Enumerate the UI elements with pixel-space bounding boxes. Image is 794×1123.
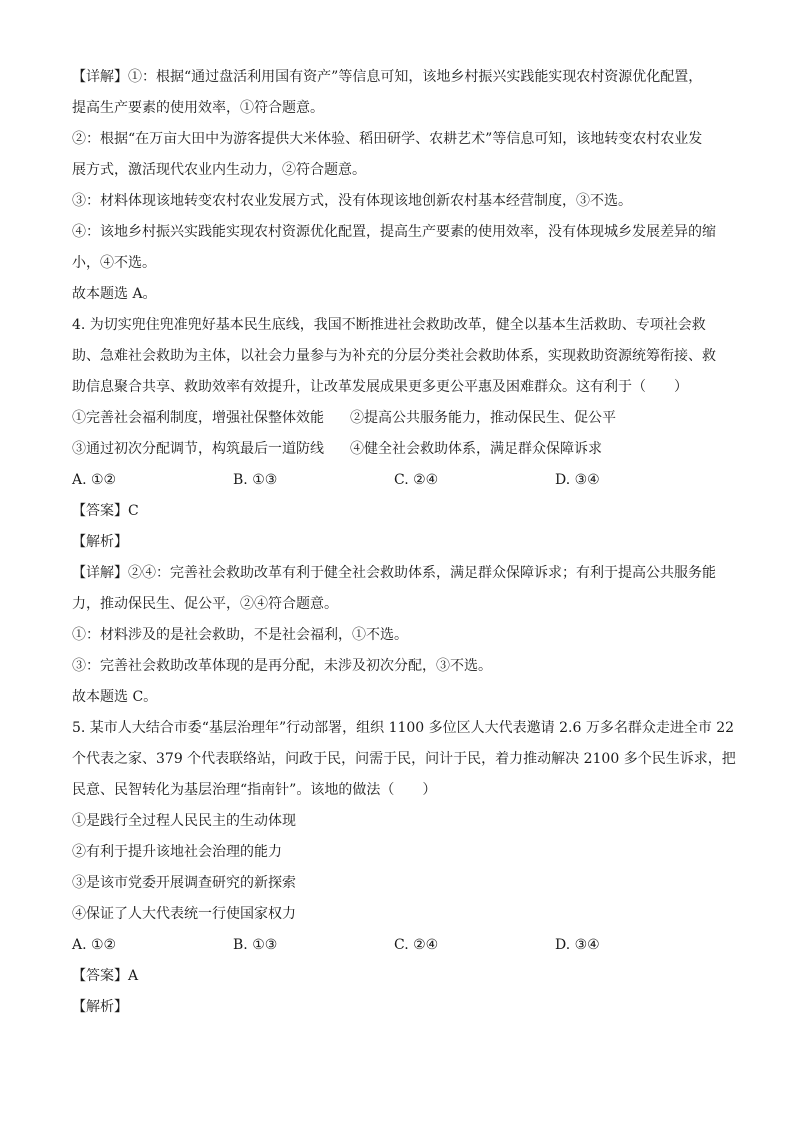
q5-option-c: C. ②④: [394, 937, 439, 953]
q4-detail-line: ③：完善社会救助改革体现的是再分配，未涉及初次分配，③不选。: [72, 658, 492, 674]
q5-stem: 个代表之家、379 个代表联络站，问政于民，问需于民，问计于民，着力推动解决 2100 多个民生诉求，把: [72, 751, 736, 767]
analysis-detail-line: ②：根据“在万亩大田中为游客提供大米体验、稻田研学、农耕艺术”等信息可知，该地转变农村农业发: [72, 131, 703, 147]
q5-stem: 民意、民智转化为基层治理“指南针”。该地的做法（ ）: [72, 782, 437, 798]
q4-option-b: B. ①③: [233, 472, 278, 488]
q5-analysis-heading: 【解析】: [72, 999, 128, 1015]
q4-options: [72, 465, 722, 496]
q4-items-row-2: [72, 434, 722, 465]
q4-item-3: ③通过初次分配调节，构筑最后一道防线: [72, 441, 324, 457]
q4-option-a: A. ①②: [72, 472, 117, 488]
q4-item-1: ①完善社会福利制度，增强社保整体效能: [72, 410, 324, 426]
q5-answer: 【答案】A: [72, 968, 139, 984]
q5-option-b: B. ①③: [233, 937, 278, 953]
q4-option-d: D. ③④: [555, 472, 600, 488]
q5-item-3: ③是该市党委开展调查研究的新探索: [72, 875, 296, 891]
q4-stem: 4. 为切实兜住兜准兜好基本民生底线，我国不断推进社会救助改革，健全以基本生活救助、专项社会救: [72, 317, 706, 333]
q4-detail-line: 力，推动保民生、促公平，②④符合题意。: [72, 596, 338, 612]
document-content: [72, 62, 736, 1023]
q4-answer: 【答案】C: [72, 503, 139, 519]
q4-conclusion: 故本题选 C。: [72, 689, 158, 705]
q4-item-2: ②提高公共服务能力，推动保民生、促公平: [350, 410, 616, 426]
q5-option-d: D. ③④: [555, 937, 600, 953]
q4-detail-line: ①：材料涉及的是社会救助，不是社会福利，①不选。: [72, 627, 408, 643]
q4-stem: 助信息聚合共享、救助效率有效提升，让改革发展成果更多更公平惠及困难群众。这有利于（ ）: [72, 379, 688, 395]
q4-option-c: C. ②④: [394, 472, 439, 488]
q4-items-row-1: [72, 403, 722, 434]
analysis-detail-line: 小，④不选。: [72, 255, 156, 271]
analysis-detail-line: 【详解】①：根据“通过盘活利用国有资产”等信息可知，该地乡村振兴实践能实现农村资源优化配置，: [72, 69, 703, 85]
analysis-detail-line: 展方式，激活现代农业内生动力，②符合题意。: [72, 162, 366, 178]
q5-item-2: ②有利于提升该地社会治理的能力: [72, 844, 282, 860]
q5-stem: 5. 某市人大结合市委“基层治理年”行动部署，组织 1100 多位区人大代表邀请 2.6 万多名群众走进全市 22: [72, 720, 735, 736]
q4-stem: 助、急难社会救助为主体，以社会力量参与为补充的分层分类社会救助体系，实现救助资源统筹衔接、救: [72, 348, 716, 364]
q4-detail-line: 【详解】②④：完善社会救助改革有利于健全社会救助体系，满足群众保障诉求；有利于提高公共服务能: [72, 565, 716, 581]
q4-analysis-heading: 【解析】: [72, 534, 128, 550]
analysis-conclusion: 故本题选 A。: [72, 286, 157, 302]
analysis-detail-line: ③：材料体现该地转变农村农业发展方式，没有体现该地创新农村基本经营制度，③不选。: [72, 193, 632, 209]
q5-item-1: ①是践行全过程人民民主的生动体现: [72, 813, 296, 829]
analysis-detail-line: ④：该地乡村振兴实践能实现农村资源优化配置，提高生产要素的使用效率，没有体现城乡发展差异的缩: [72, 224, 716, 240]
q5-options: [72, 930, 722, 961]
q4-item-4: ④健全社会救助体系，满足群众保障诉求: [350, 441, 602, 457]
q5-option-a: A. ①②: [72, 937, 117, 953]
q5-item-4: ④保证了人大代表统一行使国家权力: [72, 906, 296, 922]
analysis-detail-line: 提高生产要素的使用效率，①符合题意。: [72, 100, 324, 116]
